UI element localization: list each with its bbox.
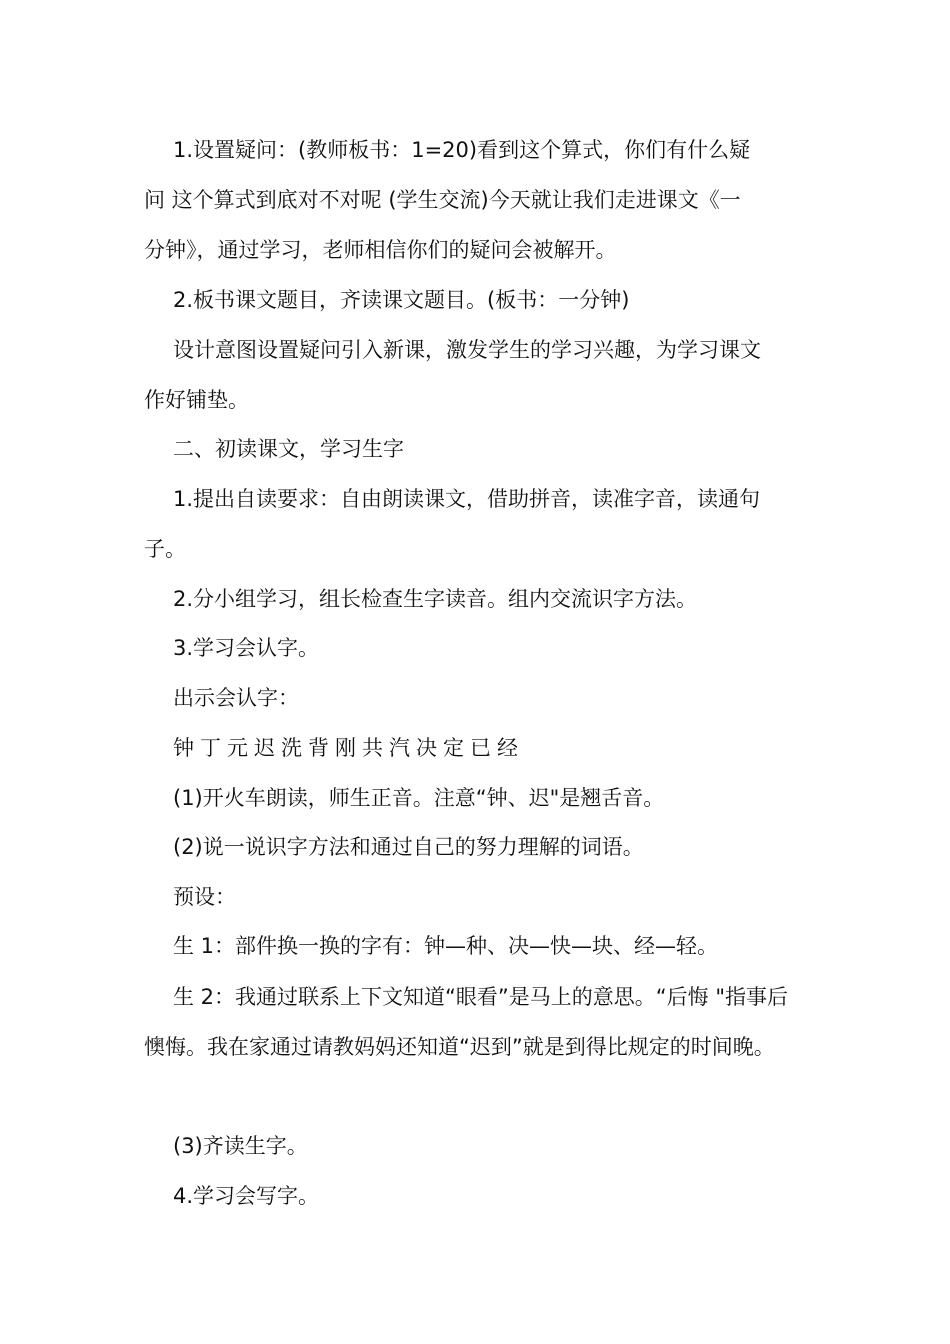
paragraph-line: 生 1：部件换一换的字有：钟—种、决—快—块、经—轻。 <box>173 934 719 958</box>
paragraph-line: 3.学习会认字。 <box>173 636 320 660</box>
paragraph-line: 预设： <box>173 885 236 909</box>
paragraph-line: 子。 <box>144 537 186 561</box>
paragraph-line: 作好铺垫。 <box>144 388 249 412</box>
paragraph-line: 懊悔。我在家通过请教妈妈还知道“迟到”就是到得比规定的时间晚。 <box>144 1035 775 1059</box>
paragraph-line: 出示会认字： <box>173 686 299 710</box>
paragraph-line: 4.学习会写字。 <box>173 1184 320 1208</box>
paragraph-line: 生 2：我通过联系上下文知道“眼看”是马上的意思。“后悔 "指事后 <box>173 985 789 1009</box>
paragraph-line: (3)齐读生字。 <box>173 1134 308 1158</box>
paragraph-line: (2)说一说识字方法和通过自己的努力理解的词语。 <box>173 835 644 859</box>
character-list: 钟丁元迟洗背刚共汽决定已经 <box>173 736 524 760</box>
section-heading: 二、初读课文，学习生字 <box>173 437 404 461</box>
paragraph-line: 1.设置疑问：(教师板书：1=20)看到这个算式，你们有什么疑 <box>173 138 751 162</box>
paragraph-line: 设计意图设置疑问引入新课，激发学生的学习兴趣，为学习课文 <box>173 338 761 362</box>
paragraph-line: 2.分小组学习，组长检查生字读音。组内交流识字方法。 <box>173 587 698 611</box>
paragraph-line: 分钟》，通过学习，老师相信你们的疑问会被解开。 <box>144 238 617 262</box>
paragraph-line: 2.板书课文题目，齐读课文题目。(板书：一分钟) <box>173 288 630 312</box>
paragraph-line: (1)开火车朗读，师生正音。注意“钟、迟"是翘舌音。 <box>173 786 665 810</box>
paragraph-line: 问 这个算式到底对不对呢 (学生交流)今天就让我们走进课文《一 <box>144 188 741 212</box>
paragraph-line: 1.提出自读要求：自由朗读课文，借助拼音，读准字音，读通句 <box>173 487 761 511</box>
